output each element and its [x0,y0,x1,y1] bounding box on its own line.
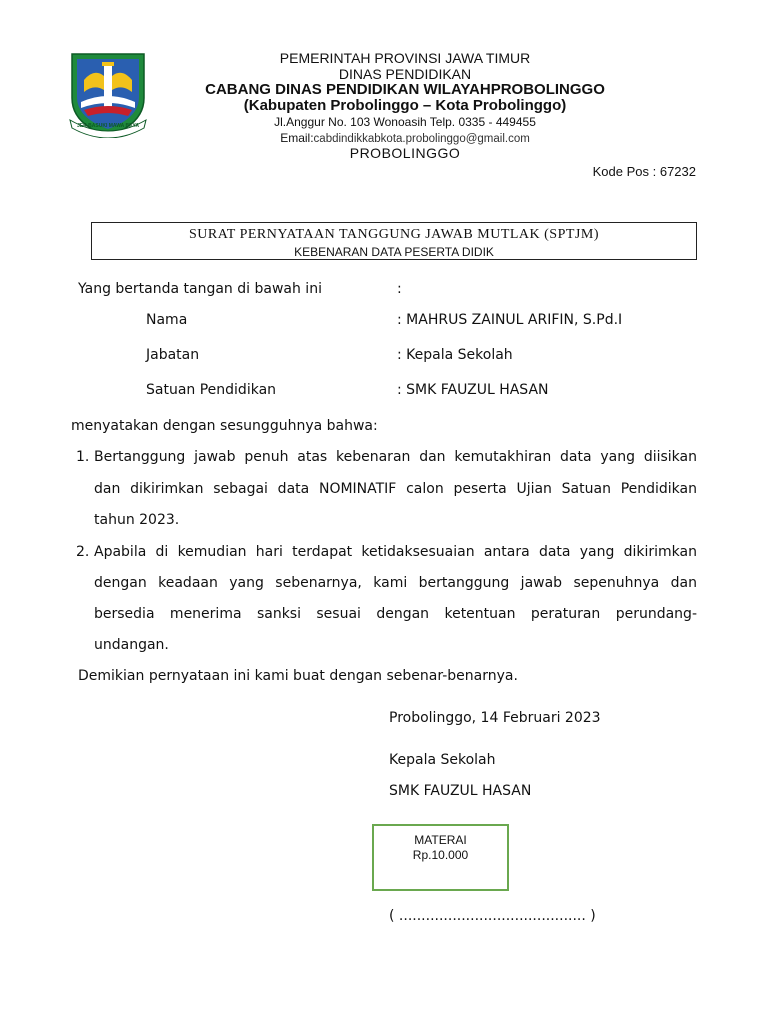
statement-text: menyatakan dengan sesungguhnya bahwa: [71,418,378,434]
emblem-motto-text: JER BASUKI MAWA BEYA [77,123,139,129]
point-1-line-2: dan dikirimkan sebagai data NOMINATIF calon peserta Ujian Satuan Pendidikan [94,481,697,497]
letterhead-government: PEMERINTAH PROVINSI JAWA TIMUR [279,50,531,66]
field-value-school: : SMK FAUZUL HASAN [397,382,549,398]
point-2-line-3: bersedia menerima sanksi sesuai dengan ketentuan peraturan perundang- [94,606,697,622]
point-1-number: 1. [76,449,90,465]
signature-position: Kepala Sekolah [389,752,496,768]
email-address: cabdindikkabkota.probolinggo@gmail.com [313,133,530,145]
letterhead-address: Jl.Anggur No. 103 Wonoasih Telp. 0335 - 449455 [274,115,536,129]
point-1-line-3: tahun 2023. [94,512,180,528]
letterhead-department: DINAS PENDIDIKAN [338,66,472,82]
point-2-line-4: undangan. [94,637,169,653]
signature-name-line: ( .......................................... ) [389,908,596,924]
stamp-label: MATERAI [414,833,467,847]
field-value-position: : Kepala Sekolah [397,347,513,363]
letterhead-email-line [160,132,650,146]
stamp-value: Rp.10.000 [412,848,469,862]
point-1-line-1: Bertanggung jawab penuh atas kebenaran dan kemutakhiran data yang diisikan [94,449,697,465]
point-2-line-2: dengan keadaan yang sebenarnya, kami bertanggung jawab sepenuhnya dan [94,575,697,591]
field-value-name: : MAHRUS ZAINUL ARIFIN, S.Pd.I [397,312,623,328]
postal-code: Kode Pos : 67232 [592,164,696,179]
point-2-number: 2. [76,544,90,560]
field-label-name: Nama [146,312,188,328]
field-label-position: Jabatan [146,347,200,363]
document-title: SURAT PERNYATAAN TANGGUNG JAWAB MUTLAK (SPTJM) [189,227,599,242]
provincial-emblem-logo [66,50,150,138]
letterhead-branch: CABANG DINAS PENDIDIKAN WILAYAHPROBOLINGGO [205,81,605,98]
signature-school: SMK FAUZUL HASAN [389,783,532,799]
revenue-stamp-box [372,824,509,891]
closing-text: Demikian pernyataan ini kami buat dengan sebenar-benarnya. [78,668,518,684]
letterhead-city: PROBOLINGGO [349,145,461,161]
document-title-box [91,222,697,260]
point-2-line-1: Apabila di kemudian hari terdapat ketidaksesuaian antara data yang dikirimkan [94,544,697,560]
letterhead-region: (Kabupaten Probolinggo – Kota Probolinggo) [243,97,567,114]
email-label: Email: [280,131,314,145]
signature-place-date: Probolinggo, 14 Februari 2023 [389,710,601,726]
document-subtitle: KEBENARAN DATA PESERTA DIDIK [294,245,494,259]
intro-colon: : [397,281,402,297]
field-label-school: Satuan Pendidikan [146,382,277,398]
intro-label: Yang bertanda tangan di bawah ini [78,281,322,297]
